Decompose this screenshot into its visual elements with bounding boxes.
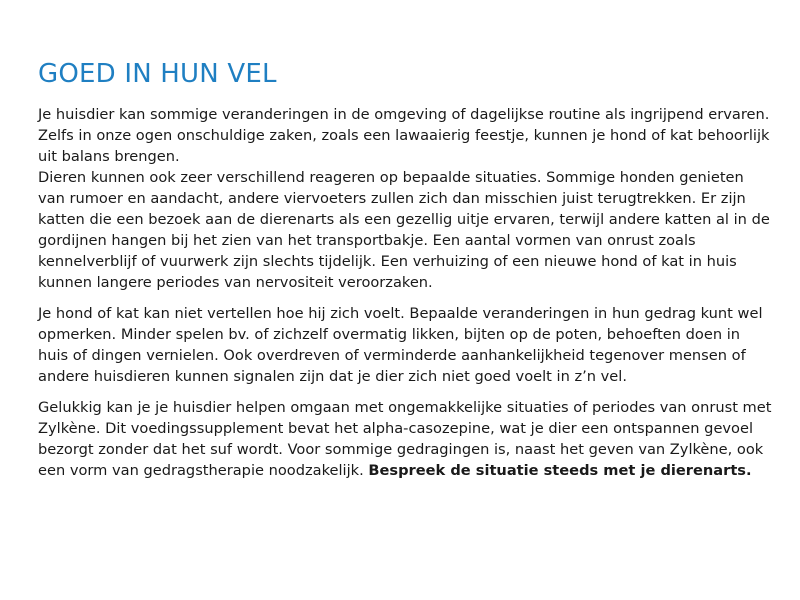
paragraph-1: [38, 104, 770, 293]
text-line: Zylkène. Dit voedingssupplement bevat het alpha-casozepine, wat je dier een ontspannen gevoel: [38, 420, 754, 437]
text-line: Je hond of kat kan niet vertellen hoe hij zich voelt. Bepaalde veranderingen in hun gedrag kunt wel: [38, 305, 763, 322]
text-line: katten die een bezoek aan de dierenarts als een gezellig uitje ervaren, terwijl andere katten al in de: [38, 211, 770, 228]
text-segment: een vorm van gedragstherapie noodzakelijk.: [38, 462, 369, 479]
text-line: opmerken. Minder spelen bv. of zichzelf overmatig likken, bijten op de poten, behoeften doen in: [38, 326, 741, 343]
text-line: Dieren kunnen ook zeer verschillend reageren op bepaalde situaties. Sommige honden genieten: [38, 169, 744, 186]
text-line: Gelukkig kan je je huisdier helpen omgaan met ongemakkelijke situaties of periodes van onrust met: [38, 399, 772, 416]
text-line: Zelfs in onze ogen onschuldige zaken, zoals een lawaaierig feestje, kunnen je hond of kat behoorlijk: [38, 127, 770, 144]
paragraph-2: [38, 303, 770, 387]
text-line: kennelverblijf of vuurwerk zijn slechts tijdelijk. Een verhuizing of een nieuwe hond of kat in huis: [38, 253, 737, 270]
text-line: huis of dingen vernielen. Ook overdreven of verminderde aanhankelijkheid tegenover mensen of: [38, 347, 746, 364]
text-line: Je huisdier kan sommige veranderingen in de omgeving of dagelijkse routine als ingrijpend ervaren.: [38, 106, 770, 123]
bold-callout: Bespreek de situatie steeds met je dierenarts.: [368, 462, 752, 479]
text-line: andere huisdieren kunnen signalen zijn dat je dier zich niet goed voelt in z’n vel.: [38, 368, 627, 385]
text-line: uit balans brengen.: [38, 148, 180, 165]
page-title: GOED IN HUN VEL: [38, 59, 277, 89]
paragraph-3: [38, 397, 770, 481]
text-line: van rumoer en aandacht, andere viervoeters zullen zich dan misschien juist terugtrekken. Er zijn: [38, 190, 746, 207]
text-line-last: [38, 460, 770, 481]
text-line: kunnen langere periodes van nervositeit veroorzaken.: [38, 274, 433, 291]
text-line: gordijnen hangen bij het zien van het transportbakje. Een aantal vormen van onrust zoals: [38, 232, 696, 249]
text-line: bezorgt zonder dat het suf wordt. Voor sommige gedragingen is, naast het geven van Zylkène, ook: [38, 441, 764, 458]
